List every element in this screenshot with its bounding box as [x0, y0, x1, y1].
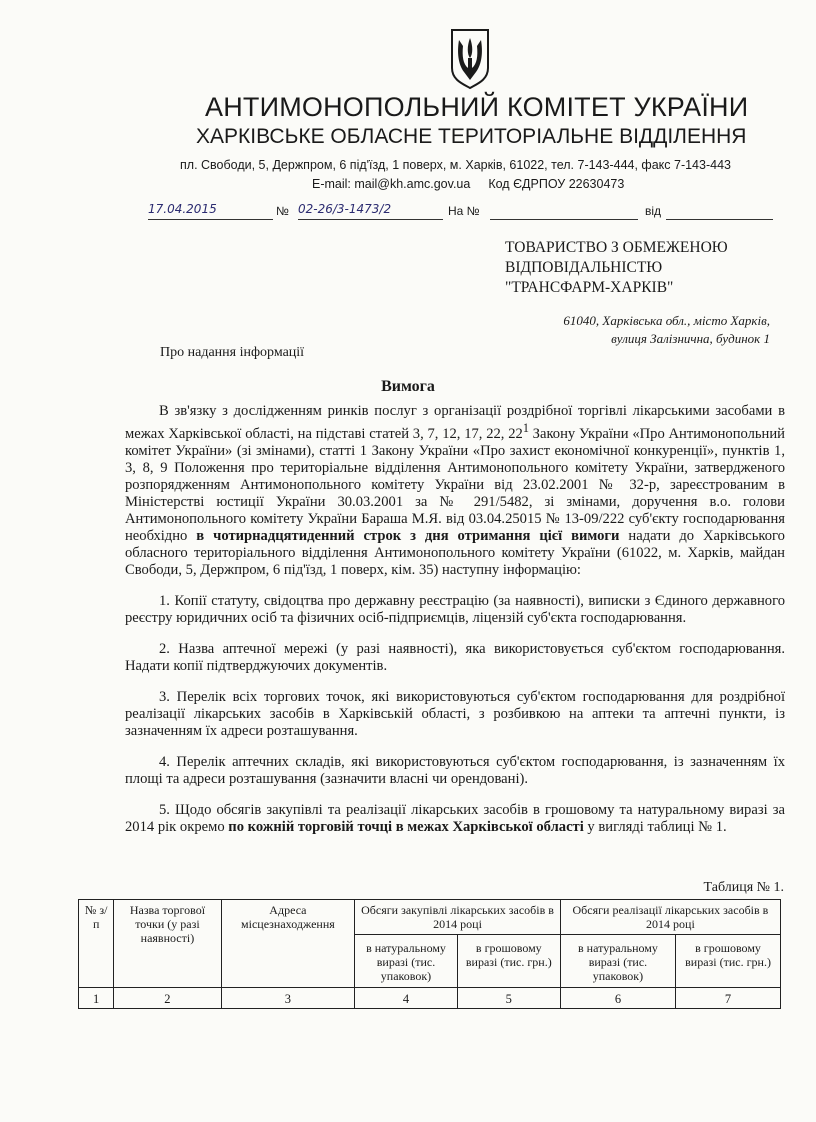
recipient-name: ТОВАРИСТВО З ОБМЕЖЕНОЮ ВІДПОВІДАЛЬНІСТЮ "ТРАНСФАРМ-ХАРКІВ" [505, 239, 728, 296]
registration-date: 17.04.2015 [148, 202, 273, 220]
intro-superscript: 1 [522, 421, 529, 435]
list-item: 4. Перелік аптечних складів, які використовуються суб'єктом господарювання, із зазначенням їх площі та адреси розташування (зазначити власні чи орендовані). [125, 753, 785, 787]
header-sales-natural: в натуральному виразі (тис. упаковок) [560, 935, 675, 988]
intro-text-3: надати до Харківського обласного територіального відділення Антимонопольного комітету України (61022, м. Харків, майдан Свободи, 5, Держпром, 6 під'їзд, 1 поверх, кім. 35) наступну інформацію: [125, 527, 785, 578]
item5-text-1: 5. Щодо обсягів закупівлі та реалізації лікарських засобів в грошовому та натуральному виразі за 2014 рік окремо [125, 801, 785, 835]
registration-number-label: № [276, 204, 289, 218]
header-purchase-volume: Обсяги закупівлі лікарських засобів в 2014 році [355, 900, 561, 935]
table-cell: 6 [560, 988, 675, 1009]
table-caption: Таблиця № 1. [703, 880, 784, 895]
intro-text-1: В зв'язку з дослідженням ринків послуг з організації роздрібної торгівлі лікарськими засобами в межах Харківської області, на підставі статей 3, 7, 12, 17, 22, 22 [125, 403, 785, 442]
org-branch: ХАРКІВСЬКЕ ОБЛАСНЕ ТЕРИТОРІАЛЬНЕ ВІДДІЛЕННЯ [196, 125, 747, 148]
org-edrpou: Код ЄДРПОУ 22630473 [488, 177, 625, 191]
table-cell: 1 [79, 988, 114, 1009]
list-item: 3. Перелік всіх торгових точок, які використовуються суб'єктом господарювання для роздрібної реалізації лікарських засобів в Харківській області, з розбивкою на аптеки та аптечні пункти, із зазначенням їх адреси розташування. [125, 688, 785, 739]
registration-number: 02-26/3-1473/2 [298, 202, 443, 220]
list-item [125, 802, 785, 836]
table-cell: 7 [676, 988, 781, 1009]
item5-text-2: у вигляді таблиці № 1. [583, 818, 727, 835]
data-table [78, 899, 781, 1009]
subject-line: Про надання інформації [160, 345, 305, 360]
header-sales-volume: Обсяги реалізації лікарських засобів в 2014 році [560, 900, 780, 935]
intro-paragraph [125, 403, 785, 579]
table-header-row [79, 900, 781, 935]
reference-date-label: від [645, 204, 662, 218]
registration-line [148, 202, 773, 224]
org-contact [312, 177, 624, 191]
recipient-address [530, 312, 770, 348]
header-sales-money: в грошовому виразі (тис. грн.) [676, 935, 781, 988]
table-number-row [79, 988, 781, 1009]
header-num: № з/п [79, 900, 114, 988]
org-address: пл. Свободи, 5, Держпром, 6 під'їзд, 1 поверх, м. Харків, 61022, тел. 7-143-444, факс 7-143-443 [180, 158, 731, 172]
table-cell: 5 [457, 988, 560, 1009]
table-cell: 3 [221, 988, 355, 1009]
header-purchase-money: в грошовому виразі (тис. грн.) [457, 935, 560, 988]
org-name: АНТИМОНОПОЛЬНИЙ КОМІТЕТ УКРАЇНИ [205, 92, 749, 122]
recipient-address-line2: вулиця Залізнична, будинок 1 [611, 331, 770, 346]
document-body [125, 403, 785, 836]
intro-text-2: Закону України «Про Антимонопольний комітет України» (зі змінами), статті 1 Закону України «Про захист економічної конкуренції», пунктів 1, 3, 8, 9 Положення про територіальне відділення Антимонопольного комітету України, затвердженого розпорядженням Антимонопольного комітету України від 23.02.2001 № 32-р, зареєстрованим в Міністерстві юстиції України 30.03.2001 за № 291/5482, зі змінами, доручення в.о. голови Антимонопольного комітету України Бараша М.Я. від 03.04.25015 № 13-09/222 суб'єкту господарювання необхідно [125, 425, 785, 544]
table-cell: 2 [114, 988, 221, 1009]
reference-number-label: На № [448, 204, 480, 218]
header-address: Адреса місцезнаходження [221, 900, 355, 988]
list-item: 1. Копії статуту, свідоцтва про державну реєстрацію (за наявності), виписки з Єдиного державного реєстру юридичних осіб та фізичних осіб-підприємців, ліцензій суб'єкта господарювання. [125, 592, 785, 626]
document-title: Вимога [381, 378, 435, 395]
reference-date-field [666, 202, 773, 220]
trident-icon [449, 28, 491, 90]
table-cell: 4 [355, 988, 458, 1009]
recipient-address-line1: 61040, Харківська обл., місто Харків, [563, 313, 770, 328]
deadline-text: в чотирнадцятиденний строк з дня отримання цієї вимоги [196, 527, 620, 544]
header-outlet-name: Назва торгової точки (у разі наявності) [114, 900, 221, 988]
org-email: E-mail: mail@kh.amc.gov.ua [312, 177, 471, 191]
item5-bold-text: по кожній торговій точці в межах Харківської області [228, 818, 584, 835]
header-purchase-natural: в натуральному виразі (тис. упаковок) [355, 935, 458, 988]
reference-number-field [490, 202, 638, 220]
list-item: 2. Назва аптечної мережі (у разі наявності), яка використовується суб'єктом господарювання. Надати копії підтверджуючих документів. [125, 640, 785, 674]
